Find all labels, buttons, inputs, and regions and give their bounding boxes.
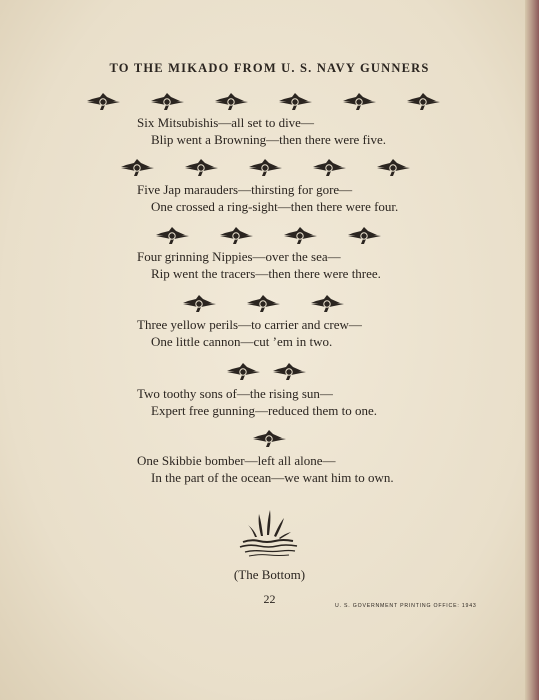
- stanza-line: Expert free gunning—reduced them to one.: [151, 403, 377, 418]
- plane-icon: [183, 295, 216, 312]
- page-title: TO THE MIKADO FROM U. S. NAVY GUNNERS: [109, 61, 430, 75]
- plane-icon: [151, 93, 184, 110]
- plane-group: [252, 429, 292, 449]
- plane-icon: [313, 159, 346, 176]
- plane-group: [182, 294, 362, 314]
- plane-group: [86, 92, 486, 112]
- stanza-4: [137, 316, 362, 350]
- stanza-line: In the part of the ocean—we want him to own.: [151, 470, 394, 485]
- plane-icon: [253, 430, 286, 447]
- plane-icon: [249, 159, 282, 176]
- stanza-3: [137, 248, 381, 282]
- plane-icon: [311, 295, 344, 312]
- plane-row-one: [252, 429, 292, 449]
- stanza-line: Blip went a Browning—then there were five.: [151, 132, 387, 147]
- plane-icon: [348, 227, 381, 244]
- plane-icon: [220, 227, 253, 244]
- printer-imprint: U. S. GOVERNMENT PRINTING OFFICE: 1943: [335, 603, 477, 609]
- stanza-line: Five Jap marauders—thirsting for gore—: [137, 182, 353, 197]
- plane-icon: [215, 93, 248, 110]
- stanza-1: [137, 114, 386, 148]
- stanza-5: [137, 385, 377, 419]
- plane-group: [120, 158, 420, 178]
- plane-icon: [377, 159, 410, 176]
- plane-icon: [156, 227, 189, 244]
- plane-icon: [227, 363, 260, 380]
- stanza-line: Three yellow perils—to carrier and crew—: [137, 317, 362, 332]
- plane-group: [155, 226, 395, 246]
- stanza-line: Four grinning Nippies—over the sea—: [137, 249, 341, 264]
- plane-row-six: [86, 92, 486, 112]
- bottom-caption: (The Bottom): [233, 567, 306, 582]
- plane-icon: [121, 159, 154, 176]
- plane-row-two: [226, 362, 336, 382]
- plane-icon: [87, 93, 120, 110]
- plane-icon: [279, 93, 312, 110]
- stanza-line: Two toothy sons of—the rising sun—: [137, 386, 333, 401]
- stanza-2: [137, 181, 398, 215]
- stanza-line: Rip went the tracers—then there were three.: [151, 266, 381, 281]
- plane-group: [226, 362, 336, 382]
- plane-row-five: [120, 158, 420, 178]
- stanza-line: One little cannon—cut ’em in two.: [151, 334, 333, 349]
- splash-icon: [237, 506, 301, 558]
- plane-row-four: [155, 226, 395, 246]
- plane-icon: [185, 159, 218, 176]
- plane-row-three: [182, 294, 362, 314]
- stanza-6: [137, 452, 394, 486]
- stanza-line: Six Mitsubishis—all set to dive—: [137, 115, 314, 130]
- plane-icon: [407, 93, 440, 110]
- plane-icon: [343, 93, 376, 110]
- plane-icon: [273, 363, 306, 380]
- stanza-line: One crossed a ring-sight—then there were four.: [151, 199, 399, 214]
- plane-icon: [247, 295, 280, 312]
- plane-icon: [284, 227, 317, 244]
- page-number: 22: [263, 592, 276, 606]
- stanza-line: One Skibbie bomber—left all alone—: [137, 453, 336, 468]
